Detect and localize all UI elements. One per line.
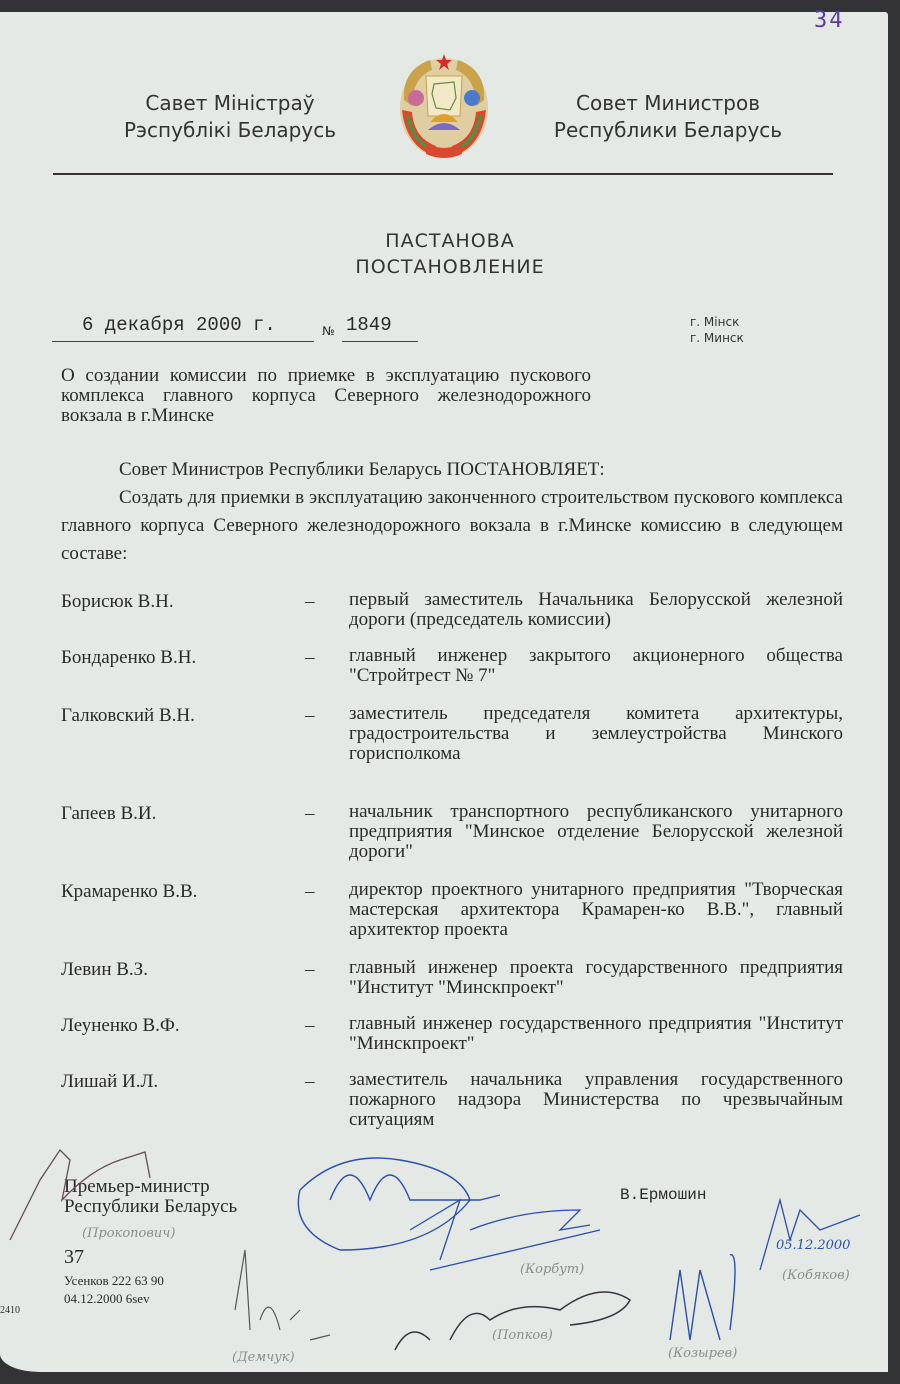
decree-paragraph: Создать для приемки в эксплуатацию законченного строительством пускового комплекса главного корпуса Северного железнодорожного вокзала в г.Минске комиссию в следующем составе:	[61, 487, 843, 564]
annotation-demchuk: (Демчук)	[232, 1350, 295, 1365]
member-name: Галковский В.Н.	[61, 705, 195, 726]
member-role: заместитель начальника управления государственного пожарного надзора Министерства по чрезвычайным ситуациям	[349, 1069, 843, 1130]
position-line1: Премьер-министр	[64, 1176, 210, 1197]
member-name: Леуненко В.Ф.	[61, 1015, 180, 1036]
member-role: директор проектного унитарного предприятия "Творческая мастерская архитектора Крамарен-ко В.В.", главный архитектор проекта	[349, 879, 843, 940]
city-russian: г. Минск	[690, 331, 744, 345]
prepared-date: 04.12.2000 6sev	[64, 1291, 150, 1306]
member-row	[61, 958, 843, 1014]
member-dash: –	[305, 803, 315, 824]
decree-subject: О создании комиссии по приемке в эксплуатацию пускового комплекса главного корпуса Северного железнодорожного вокзала в г.Минске	[61, 365, 591, 426]
decree-date: 6 декабря 2000 г.	[52, 314, 314, 342]
annotation-date: 05.12.2000	[776, 1238, 851, 1253]
header-right-line1: Совет Министров	[576, 91, 760, 115]
member-dash: –	[305, 591, 315, 612]
archive-page-number: 34	[814, 8, 845, 33]
member-role: первый заместитель Начальника Белорусской железной дороги (председатель комиссии)	[349, 589, 843, 630]
member-dash: –	[305, 1015, 315, 1036]
member-dash: –	[305, 959, 315, 980]
member-role: заместитель председателя комитета архитектуры, градостроительства и землеустройства Минского горисполкома	[349, 703, 843, 764]
member-role: начальник транспортного республиканского унитарного предприятия "Минское отделение Белорусской железной дороги"	[349, 801, 843, 862]
member-row	[61, 1070, 843, 1130]
member-role: главный инженер государственного предприятия "Институт "Минскпроект"	[349, 1013, 843, 1054]
member-row	[61, 880, 843, 958]
document-title	[0, 228, 900, 280]
title-russian: ПОСТАНОВЛЕНИЕ	[355, 256, 545, 278]
member-name: Гапеев В.И.	[61, 803, 157, 824]
position-line2: Республики Беларусь	[64, 1196, 238, 1217]
header-right-line2: Республики Беларусь	[553, 118, 783, 142]
member-dash: –	[305, 1071, 315, 1092]
member-row	[61, 1014, 843, 1070]
city	[690, 314, 744, 346]
decree-statement: Совет Министров Республики Беларусь ПОСТАНОВЛЯЕТ:	[119, 459, 605, 480]
member-row	[61, 590, 843, 646]
member-row	[61, 646, 843, 704]
author-phone: Усенков 222 63 90	[64, 1273, 164, 1288]
state-emblem-icon	[396, 50, 492, 162]
member-dash: –	[305, 647, 315, 668]
member-dash: –	[305, 881, 315, 902]
city-belarusian: г. Мінск	[690, 315, 740, 329]
annotation-kobyakov: (Кобяков)	[782, 1268, 850, 1283]
header-divider	[53, 173, 833, 175]
title-belarusian: ПАСТАНОВА	[385, 230, 515, 252]
member-name: Крамаренко В.В.	[61, 881, 198, 902]
member-role: главный инженер закрытого акционерного общества "Стройтрест № 7"	[349, 645, 843, 686]
signer-name: В.Ермошин	[620, 1186, 707, 1204]
member-name: Левин В.З.	[61, 959, 148, 980]
member-row	[61, 704, 843, 802]
header-left-line2: Рэспублікі Беларусь	[124, 118, 336, 142]
header-belarusian	[100, 90, 360, 144]
number-label: №	[322, 324, 335, 338]
commission-members-list	[61, 590, 843, 1130]
annotation-popkov: (Попков)	[492, 1328, 553, 1343]
member-row	[61, 802, 843, 880]
decree-number: 1849	[342, 314, 418, 342]
copies-count: 37	[64, 1246, 84, 1268]
member-name: Бондаренко В.Н.	[61, 647, 197, 668]
member-role: главный инженер проекта государственного предприятия "Институт "Минскпроект"	[349, 957, 843, 998]
annotation-korbut: (Корбут)	[520, 1262, 585, 1277]
header-left-line1: Савет Міністраў	[145, 91, 315, 115]
member-name: Лишай И.Л.	[61, 1071, 159, 1092]
annotation-kozyrev: (Козырев)	[668, 1346, 738, 1361]
signature-position	[64, 1177, 237, 1217]
member-name: Борисюк В.Н.	[61, 591, 174, 612]
edge-code: 2410	[0, 1305, 20, 1316]
member-dash: –	[305, 705, 315, 726]
header-russian	[528, 90, 808, 144]
annotation-prokopovich: (Прокопович)	[82, 1226, 176, 1241]
